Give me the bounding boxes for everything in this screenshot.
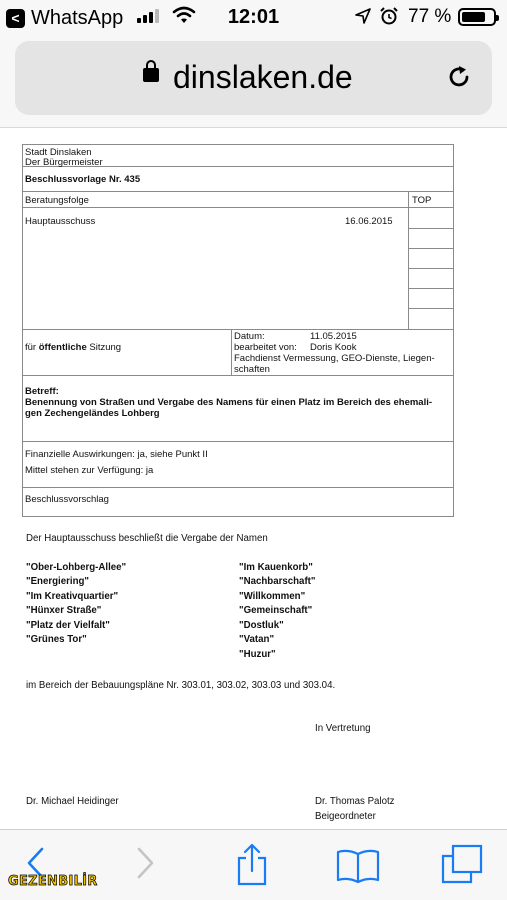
safari-toolbar xyxy=(0,829,507,900)
url-domain: dinslaken.de xyxy=(173,59,353,95)
in-vertretung: In Vertretung xyxy=(315,723,371,734)
status-bar xyxy=(0,0,507,34)
betreff-line-2: gen Zechengeländes Lohberg xyxy=(25,408,160,419)
gremium: Hauptausschuss xyxy=(25,216,96,227)
beratungsfolge-label: Beratungsfolge xyxy=(25,195,89,206)
name-right-5: "Dostluk" xyxy=(239,620,284,631)
name-left-5: "Platz der Vielfalt" xyxy=(26,620,110,631)
name-left-6: "Grünes Tor" xyxy=(26,634,87,645)
bearbeitet-label: bearbeitet von: xyxy=(234,342,297,353)
signer-right: Dr. Thomas Palotz xyxy=(315,796,395,807)
battery-level-fill xyxy=(462,12,485,22)
signer-left: Dr. Michael Heidinger xyxy=(26,796,119,807)
pdf-document-page xyxy=(0,129,507,829)
forward-icon xyxy=(135,846,157,880)
status-time: 12:01 xyxy=(227,6,280,28)
top-label: TOP xyxy=(412,195,432,206)
tabs-icon[interactable] xyxy=(441,844,483,884)
name-right-6: "Vatan" xyxy=(239,634,275,645)
bookmarks-icon[interactable] xyxy=(336,848,380,884)
name-left-3: "Im Kreativquartier" xyxy=(26,591,119,602)
fachdienst-line-1: Fachdienst Vermessung, GEO-Dienste, Liegen- xyxy=(234,353,435,364)
name-right-1: "Im Kauenkorb" xyxy=(239,562,313,573)
bebauungsplaene-text: im Bereich der Bebauungspläne Nr. 303.01, 303.02, 303.03 und 303.04. xyxy=(26,680,336,691)
name-right-3: "Willkommen" xyxy=(239,591,306,602)
doc-dept: Der Bürgermeister xyxy=(25,157,103,168)
datum-label: Datum: xyxy=(234,331,265,342)
back-chevron-icon: < xyxy=(6,9,25,28)
doc-org: Stadt Dinslaken xyxy=(25,147,92,158)
browser-top-chrome xyxy=(0,0,507,128)
name-right-7: "Huzur" xyxy=(239,649,276,660)
beschluss-intro: Der Hauptausschuss beschließt die Vergabe der Namen xyxy=(26,533,268,544)
mittel-verfuegbar: Mittel stehen zur Verfügung: ja xyxy=(25,465,154,476)
name-left-2: "Energiering" xyxy=(26,576,90,587)
fachdienst-line-2: schaften xyxy=(234,364,270,375)
watermark-logo: GEZENBILİR xyxy=(8,874,98,889)
name-left-1: "Ober-Lohberg-Allee" xyxy=(26,562,127,573)
alarm-clock-icon xyxy=(379,6,399,26)
doc-vorlage-number: Beschlussvorlage Nr. 435 xyxy=(25,174,141,185)
battery-icon xyxy=(458,8,496,26)
beschlussvorschlag-label: Beschlussvorschlag xyxy=(25,494,109,505)
name-right-2: "Nachbarschaft" xyxy=(239,576,316,587)
location-arrow-icon xyxy=(355,8,371,24)
signer-right-title: Beigeordneter xyxy=(315,811,376,822)
bearbeitet-value: Doris Kook xyxy=(310,342,357,353)
back-app-label: WhatsApp xyxy=(31,7,124,29)
battery-percentage: 77 % xyxy=(408,6,452,27)
name-right-4: "Gemeinschaft" xyxy=(239,605,313,616)
reload-icon[interactable] xyxy=(445,63,473,91)
lock-icon xyxy=(143,68,159,82)
sitzung-type: für öffentliche Sitzung xyxy=(25,342,122,353)
betreff-line-1: Benennung von Straßen und Vergabe des Namens für einen Platz im Bereich des ehemali- xyxy=(25,397,433,408)
share-icon[interactable] xyxy=(235,842,269,886)
betreff-label: Betreff: xyxy=(25,386,59,397)
name-left-4: "Hünxer Straße" xyxy=(26,605,102,616)
finanzielle-auswirkungen: Finanzielle Auswirkungen: ja, siehe Punkt II xyxy=(25,449,208,460)
address-bar[interactable] xyxy=(15,41,492,115)
gremium-date: 16.06.2015 xyxy=(345,216,393,227)
datum-value: 11.05.2015 xyxy=(310,331,357,342)
